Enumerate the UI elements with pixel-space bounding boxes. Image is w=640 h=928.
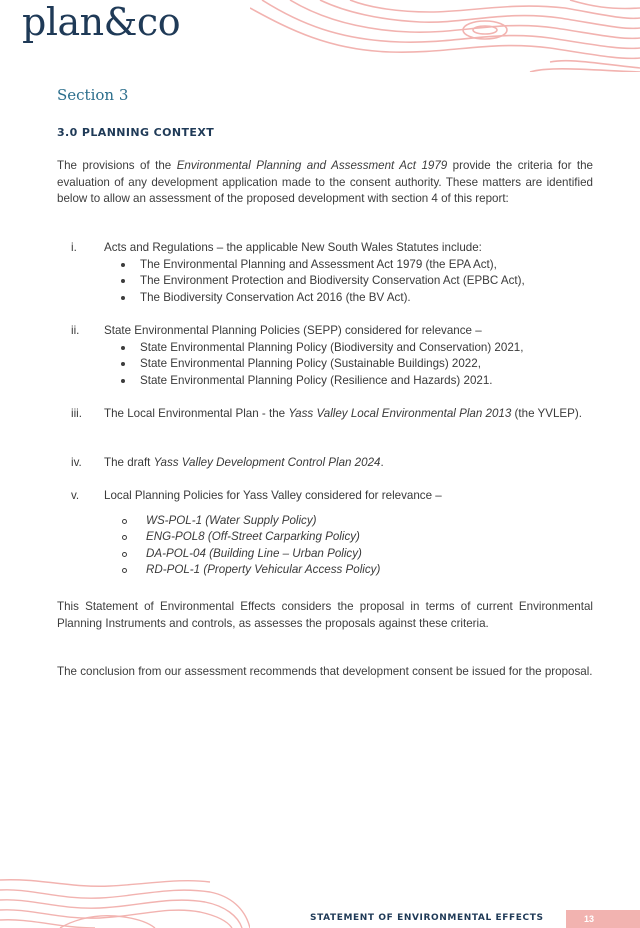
bullet-icon	[121, 346, 125, 350]
policy-item: ENG-POL8 (Off-Street Carparking Policy)	[146, 529, 593, 546]
section-title: 3.0 PLANNING CONTEXT	[57, 126, 215, 139]
circle-bullet-icon	[122, 568, 127, 573]
bullet-item: State Environmental Planning Policy (Sustainable Buildings) 2022,	[140, 356, 593, 373]
policy-list	[104, 513, 593, 579]
bullet-item: The Environmental Planning and Assessment Act 1979 (the EPA Act),	[140, 257, 593, 274]
list-item-i	[57, 240, 593, 306]
footer-document-title: STATEMENT OF ENVIRONMENTAL EFFECTS	[310, 913, 544, 923]
bullet-icon	[121, 263, 125, 267]
list-item-ii	[57, 323, 593, 389]
dcp-title: Yass Valley Development Control Plan 2024	[153, 456, 381, 469]
circle-bullet-icon	[122, 535, 127, 540]
list-item-number: ii.	[71, 324, 80, 337]
intro-act-name: Environmental Planning and Assessment Act 1979	[176, 159, 448, 172]
bullet-list	[104, 257, 593, 307]
list-item-text: The draft Yass Valley Development Control Plan 2024.	[104, 456, 384, 469]
topographic-lines-decoration	[250, 0, 640, 72]
bullet-item: The Biodiversity Conservation Act 2016 (the BV Act).	[140, 290, 593, 307]
bullet-icon	[121, 362, 125, 366]
intro-paragraph	[57, 158, 593, 208]
list-item-number: iv.	[71, 456, 82, 469]
intro-text-part2: provide the criteria for the evaluation of any development application made to the consent authority. These matters are identified below to allow an assessment of the proposed development with section 4 of this report:	[57, 159, 593, 205]
page-number-badge	[566, 910, 640, 928]
page-number: 13	[584, 914, 595, 924]
policy-item: RD-POL-1 (Property Vehicular Access Policy)	[146, 562, 593, 579]
conclusion-paragraph: The conclusion from our assessment recommends that development consent be issued for the proposal.	[57, 665, 593, 678]
list-item-number: iii.	[71, 407, 82, 420]
lep-title: Yass Valley Local Environmental Plan 2013	[288, 407, 512, 420]
intro-text-part1: The provisions of the	[57, 159, 177, 172]
bullet-item: State Environmental Planning Policy (Biodiversity and Conservation) 2021,	[140, 340, 593, 357]
circle-bullet-icon	[122, 552, 127, 557]
list-item-text: Acts and Regulations – the applicable New South Wales Statutes include:	[104, 241, 482, 254]
list-item-text: Local Planning Policies for Yass Valley considered for relevance –	[104, 489, 442, 502]
section-heading: Section 3	[57, 86, 129, 104]
bullet-icon	[121, 279, 125, 283]
list-item-text: The Local Environmental Plan - the Yass Valley Local Environmental Plan 2013 (the YVLEP).	[104, 407, 582, 420]
bullet-icon	[121, 379, 125, 383]
circle-bullet-icon	[122, 519, 127, 524]
bullet-item: The Environment Protection and Biodiversity Conservation Act (EPBC Act),	[140, 273, 593, 290]
topographic-lines-decoration-bottom	[0, 878, 250, 928]
list-item-number: v.	[71, 489, 80, 502]
list-item-text: State Environmental Planning Policies (SEPP) considered for relevance –	[104, 324, 482, 337]
bullet-list	[104, 340, 593, 390]
statement-paragraph: This Statement of Environmental Effects considers the proposal in terms of current Environmental Planning Instruments and controls, as assesses the proposals against these criteria.	[57, 600, 593, 630]
brand-logo: plan&co	[22, 0, 181, 44]
list-item-iii	[57, 406, 593, 423]
bullet-icon	[121, 296, 125, 300]
bullet-item: State Environmental Planning Policy (Resilience and Hazards) 2021.	[140, 373, 593, 390]
policy-item: DA-POL-04 (Building Line – Urban Policy)	[146, 546, 593, 563]
list-item-v	[57, 488, 593, 579]
list-item-iv	[57, 455, 593, 472]
policy-item: WS-POL-1 (Water Supply Policy)	[146, 513, 593, 530]
list-item-number: i.	[71, 241, 77, 254]
